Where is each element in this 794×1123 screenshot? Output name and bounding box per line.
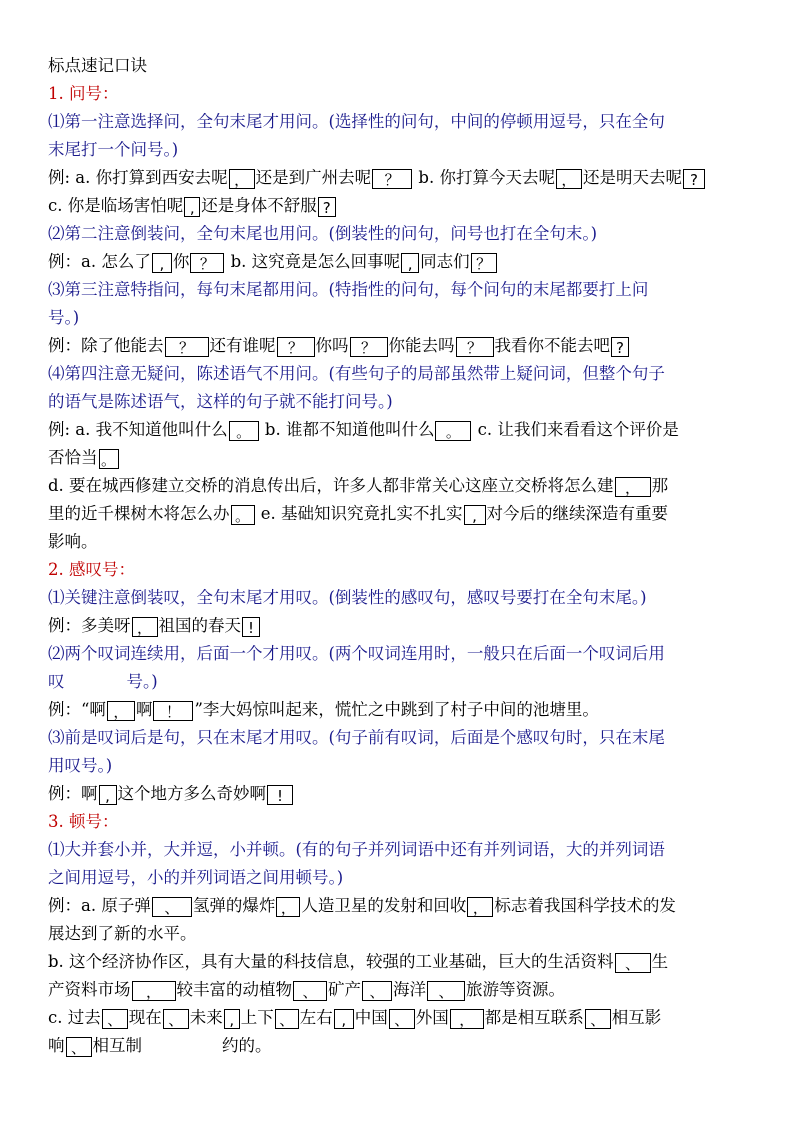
- answer-box[interactable]: ？: [372, 169, 412, 189]
- example-line: [48, 1004, 758, 1032]
- example-text: c. 你是临场害怕呢: [48, 196, 184, 215]
- answer-box[interactable]: ，: [556, 169, 582, 189]
- answer-box[interactable]: ，: [450, 1009, 484, 1029]
- example-text: b. 这究竟是怎么回事呢: [225, 252, 401, 271]
- example-text: 这个地方多么奇妙啊: [117, 784, 266, 803]
- example-line: [48, 472, 758, 500]
- answer-box[interactable]: ,: [401, 253, 419, 273]
- answer-box[interactable]: ,: [152, 253, 172, 273]
- example-text: 生: [651, 952, 669, 971]
- answer-box[interactable]: ,: [334, 1009, 354, 1029]
- answer-box[interactable]: ？: [277, 337, 315, 357]
- example-text: 现在: [128, 1008, 162, 1027]
- answer-box[interactable]: ，: [132, 617, 158, 637]
- answer-box[interactable]: ，: [229, 169, 255, 189]
- example-text: 还是到广州去呢: [255, 168, 372, 187]
- example-text: 例：a. 怎么了: [48, 252, 151, 271]
- answer-box[interactable]: 、: [152, 897, 192, 917]
- rule-text: 末尾打一个问号。): [48, 140, 179, 159]
- answer-box[interactable]: !: [267, 785, 293, 805]
- rule-text: ⑶前是叹词后是句，只在末尾才用叹。(句子前有叹词，后面是个感叹句时，只在末尾: [48, 728, 665, 747]
- answer-box[interactable]: 。: [229, 421, 259, 441]
- example-text: 氢弹的爆炸: [192, 896, 276, 915]
- example-line: [48, 696, 758, 724]
- rule-text: 号。): [126, 672, 158, 691]
- example-text: d. 要在城西修建立交桥的消息传出后，许多人都非常关心这座立交桥将怎么建: [48, 476, 614, 495]
- example-text: b. 谁都不知道他叫什么: [259, 420, 435, 439]
- document-page: [48, 52, 758, 1060]
- example-text: 对今后的继续深造有重要: [486, 504, 668, 523]
- example-text: 外国: [415, 1008, 449, 1027]
- rule-text: ⑴第一注意选择问，全句末尾才用问。(选择性的问句，中间的停顿用逗号，只在全句: [48, 112, 665, 131]
- rule-text: ⑵第二注意倒装问，全句末尾也用问。(倒装性的问句，问号也打在全句末。): [48, 224, 598, 243]
- example-text: 中国: [354, 1008, 388, 1027]
- example-text: 里的近千棵树木将怎么办: [48, 504, 230, 523]
- example-text: 同志们: [420, 252, 470, 271]
- answer-box[interactable]: ，: [467, 897, 493, 917]
- answer-box[interactable]: ？: [350, 337, 388, 357]
- example-text: 还有谁呢: [209, 336, 276, 355]
- answer-box[interactable]: ！: [153, 701, 193, 721]
- example-line: [48, 500, 758, 528]
- answer-box[interactable]: ,: [184, 197, 200, 217]
- example-line: [48, 780, 758, 808]
- answer-box[interactable]: 、: [585, 1009, 611, 1029]
- example-line: 展达到了新的水平。: [48, 924, 197, 943]
- example-text: 还是明天去呢: [582, 168, 682, 187]
- answer-box[interactable]: ？: [456, 337, 494, 357]
- answer-box[interactable]: ？: [190, 253, 224, 273]
- example-text: 上下: [240, 1008, 274, 1027]
- example-text: 未来: [189, 1008, 223, 1027]
- example-text: 产资料市场: [48, 980, 131, 999]
- example-line: [48, 332, 758, 360]
- answer-box[interactable]: 、: [163, 1009, 189, 1029]
- example-text: 那: [651, 476, 669, 495]
- example-text: ”李大妈惊叫起来，慌忙之中跳到了村子中间的池塘里。: [194, 700, 599, 719]
- rule-text: ⑷第四注意无疑问，陈述语气不用问。(有些句子的局部虽然带上疑问词，但整个句子: [48, 364, 665, 383]
- example-text: 海洋: [393, 980, 426, 999]
- example-line: [48, 948, 758, 976]
- answer-box[interactable]: 。: [99, 449, 119, 469]
- answer-box[interactable]: 。: [231, 505, 255, 525]
- answer-box[interactable]: 、: [275, 1009, 299, 1029]
- example-text: 啊: [135, 700, 153, 719]
- rule-text: ⑴大并套小并，大并逗，小并顿。(有的句子并列词语中还有并列词语，大的并列词语: [48, 840, 665, 859]
- example-text: 例：除了他能去: [48, 336, 164, 355]
- example-line: [48, 976, 758, 1004]
- example-line: [48, 192, 758, 220]
- example-text: 例：“啊: [48, 700, 106, 719]
- answer-box[interactable]: 、: [362, 981, 392, 1001]
- section-heading-exclamation-mark: 2. 感叹号：: [48, 560, 135, 579]
- answer-box[interactable]: 、: [427, 981, 465, 1001]
- example-text: 标志着我国科学技术的发: [494, 896, 676, 915]
- example-text: 否恰当: [48, 448, 98, 467]
- example-text: 人造卫星的发射和回收: [301, 896, 467, 915]
- example-text: 较丰富的动植物: [176, 980, 292, 999]
- rule-text: ⑶第三注意特指问，每句末尾都用问。(特指性的问句，每个问句的末尾都要打上问: [48, 280, 649, 299]
- answer-box[interactable]: ，: [276, 897, 300, 917]
- rule-text: 的语气是陈述语气，这样的句子就不能打问号。): [48, 392, 393, 411]
- answer-box[interactable]: ,: [224, 1009, 240, 1029]
- answer-box[interactable]: 。: [435, 421, 471, 441]
- rule-text: 用叹号。): [48, 756, 113, 775]
- answer-box[interactable]: ?: [318, 197, 336, 217]
- example-text: 祖国的春天: [158, 616, 241, 635]
- answer-box[interactable]: ？: [471, 253, 497, 273]
- answer-box[interactable]: 、: [102, 1009, 128, 1029]
- section-heading-question-mark: 1. 问号：: [48, 84, 119, 103]
- example-line: [48, 892, 758, 920]
- example-text: c. 过去: [48, 1008, 101, 1027]
- section-heading-enumeration-comma: 3. 顿号：: [48, 812, 119, 831]
- example-text: 你吗: [315, 336, 349, 355]
- rule-text: ⑵两个叹词连续用，后面一个才用叹。(两个叹词连用时，一般只在后面一个叹词后用: [48, 644, 665, 663]
- example-text: 相互制: [92, 1036, 142, 1055]
- example-text: b. 这个经济协作区，具有大量的科技信息，较强的工业基础，巨大的生活资料: [48, 952, 614, 971]
- answer-box[interactable]: ？: [165, 337, 209, 357]
- example-text: 你能去吗: [388, 336, 455, 355]
- example-text: 我看你不能去吧: [494, 336, 610, 355]
- example-text: 你: [172, 252, 190, 271]
- example-line: [48, 1032, 758, 1060]
- rule-text: ⑴关键注意倒装叹，全句末尾才用叹。(倒装性的感叹句，感叹号要打在全句末尾。): [48, 588, 647, 607]
- example-text: b. 你打算今天去呢: [413, 168, 555, 187]
- answer-box[interactable]: ?: [683, 169, 705, 189]
- answer-box[interactable]: 、: [66, 1037, 92, 1057]
- rule-text: 叹: [48, 672, 65, 691]
- answer-box[interactable]: ，: [132, 981, 176, 1001]
- answer-box[interactable]: 、: [293, 981, 327, 1001]
- rule-text: 号。): [48, 308, 80, 327]
- answer-box[interactable]: ，: [615, 477, 651, 497]
- answer-box[interactable]: !: [242, 617, 260, 637]
- rule-text: 之间用逗号，小的并列词语之间用顿号。): [48, 868, 344, 887]
- example-text: 例: a. 我不知道他叫什么: [48, 420, 228, 439]
- example-text: 矿产: [328, 980, 361, 999]
- answer-box[interactable]: ,: [99, 785, 117, 805]
- example-line: [48, 164, 758, 192]
- example-line: [48, 612, 758, 640]
- example-text: 左右: [299, 1008, 333, 1027]
- example-text: 都是相互联系: [484, 1008, 584, 1027]
- answer-box[interactable]: 、: [615, 953, 651, 973]
- answer-box[interactable]: ?: [611, 337, 629, 357]
- example-line: [48, 416, 758, 444]
- example-text: c. 让我们来看看这个评价是: [472, 420, 679, 439]
- example-text: 相互影: [611, 1008, 662, 1027]
- answer-box[interactable]: ，: [107, 701, 135, 721]
- example-text: 约的。: [222, 1036, 272, 1055]
- answer-box[interactable]: 、: [389, 1009, 415, 1029]
- example-line: [48, 248, 758, 276]
- example-text: 响: [48, 1036, 65, 1055]
- example-line: [48, 444, 758, 472]
- example-text: e. 基础知识究竟扎实不扎实: [255, 504, 463, 523]
- example-text: 例：a. 原子弹: [48, 896, 151, 915]
- rule-text: [48, 668, 758, 696]
- example-text: 还是身体不舒服: [201, 196, 317, 215]
- example-text: 例：啊: [48, 784, 98, 803]
- example-text: 例：多美呀: [48, 616, 131, 635]
- document-title: 标点速记口诀: [48, 56, 147, 75]
- example-line: 影响。: [48, 532, 98, 551]
- answer-box[interactable]: ,: [464, 505, 486, 525]
- example-text: 例: a. 你打算到西安去呢: [48, 168, 228, 187]
- example-text: 旅游等资源。: [466, 980, 565, 999]
